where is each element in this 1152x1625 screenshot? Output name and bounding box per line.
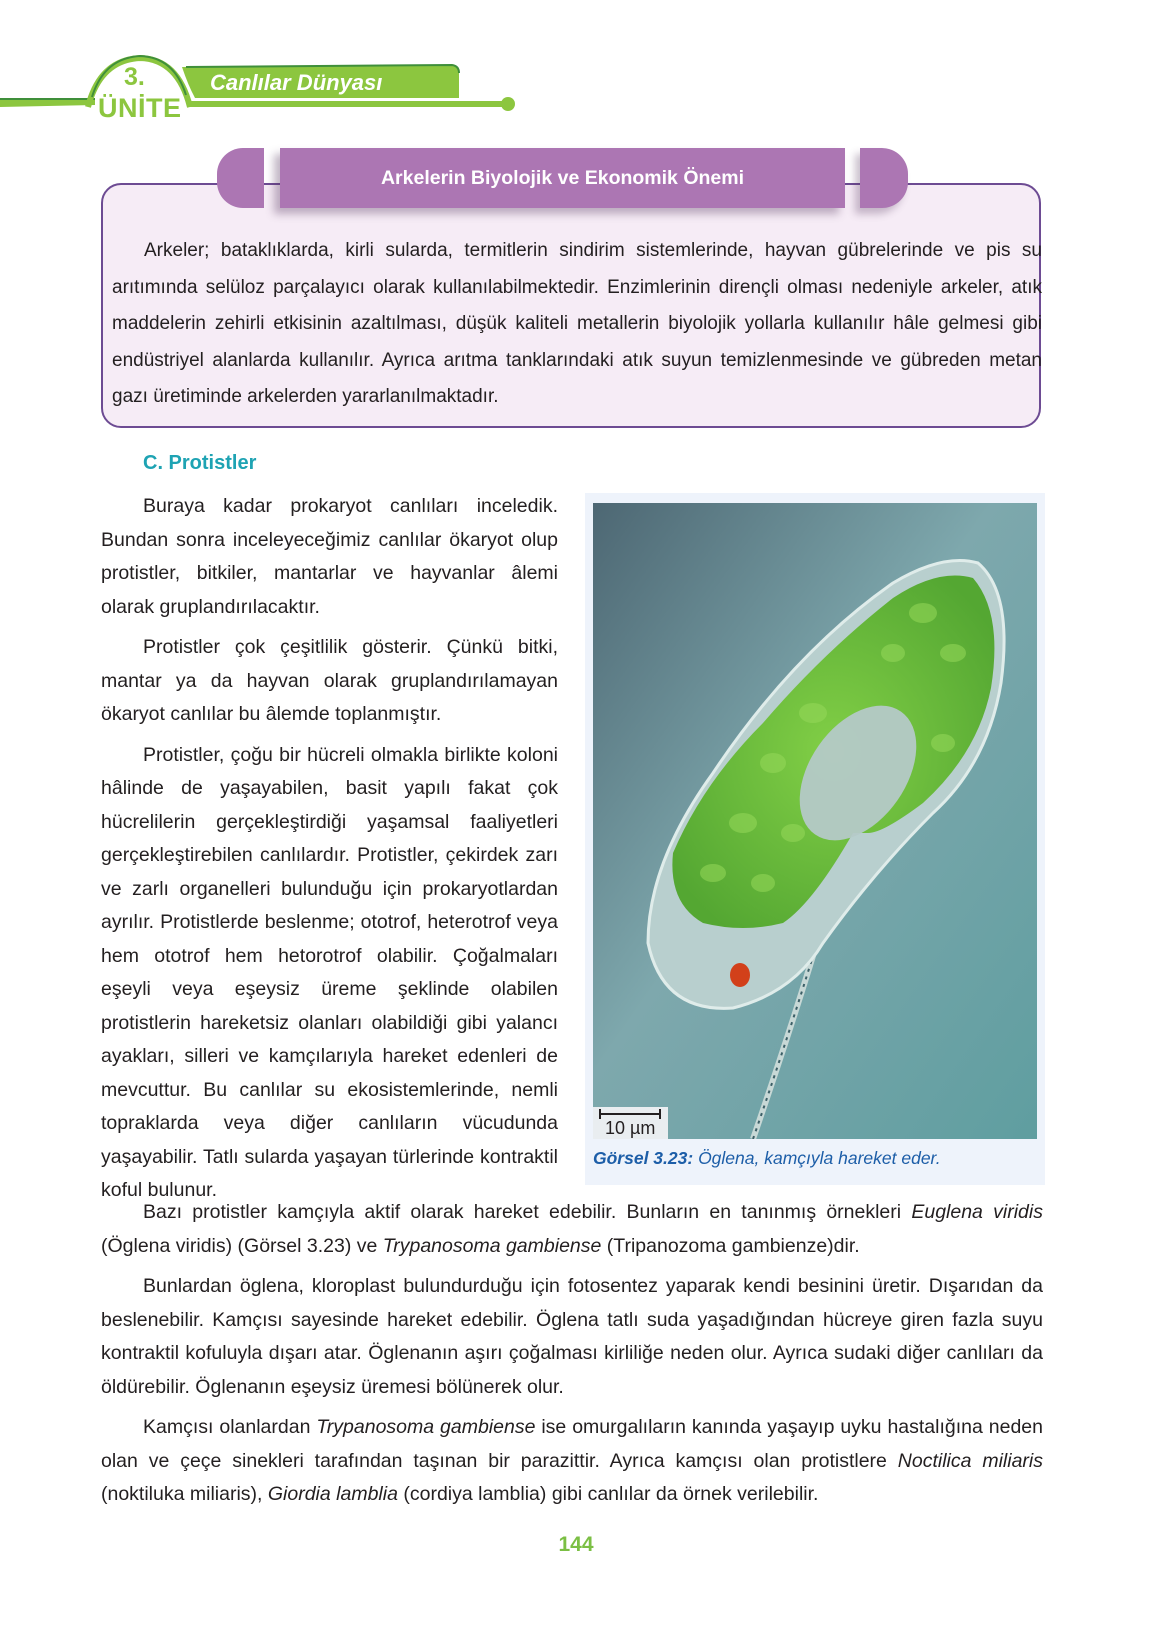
callout-title: Arkelerin Biyolojik ve Ekonomik Önemi	[380, 166, 745, 189]
unit-title: Canlılar Dünyası	[210, 70, 383, 95]
body-text	[101, 1196, 1043, 1519]
text-run: (Tripanozoma gambienze)dir.	[601, 1234, 860, 1257]
unit-number: 3.	[124, 63, 145, 91]
text-run: (Öglena viridis) (Görsel 3.23) ve	[101, 1234, 383, 1257]
unit-banner-graphic	[0, 55, 520, 135]
column-text	[101, 490, 558, 1208]
text-run: Kamçısı olanlardan	[143, 1416, 317, 1438]
scale-bar-line	[599, 1113, 661, 1115]
callout-tab	[280, 148, 845, 208]
text-run: Bazı protistler kamçıyla aktif olarak hareket edebilir. Bunların en tanınmış örnekleri	[143, 1201, 912, 1223]
page-number: 144	[558, 1533, 594, 1556]
callout-tab-left-cap	[217, 148, 264, 208]
text-run: ise omurgalıların kanında yaşayıp uyku hastalığına neden olan ve çeçe sinekleri tarafından taşınan bir parazittir. Ayrıca kamçısı olan protistlere	[101, 1416, 1043, 1472]
section-heading: C. Protistler	[143, 452, 257, 474]
unit-label: ÜNİTE	[98, 93, 182, 123]
callout-paragraph: Arkeler; bataklıklarda, kirli sularda, termitlerin sindirim sistemlerinde, hayvan gübrelerinde ve pis su arıtımında selüloz parçalayıcı olarak kullanılabilmektedir. Enzimlerinin dirençli olması nedeniyle arkeler, atık maddelerin zehirli etkisinin azaltılması, düşük kaliteli metallerin biyolojik yollarla kullanılır hâle gelmesi gibi endüstriyel alanlarda kullanılır. Ayrıca arıtma tanklarındaki atık suyun temizlenmesinde ve gübreden metan gazı üretiminde arkelerden yararlanılmaktadır.	[112, 240, 1042, 407]
euglena-micrograph	[593, 503, 1037, 1139]
species-name: Giordia lamblia	[267, 1483, 398, 1505]
callout-tab-right-cap	[860, 148, 908, 208]
paragraph: Protistler çok çeşitlilik gösterir. Çünkü bitki, mantar ya da hayvan olarak gruplandırılamayan ökaryot canlılar bu âlemde toplanmıştır.	[101, 636, 558, 725]
scale-bar	[593, 1107, 668, 1139]
scale-bar-label: 10 µm	[605, 1118, 656, 1138]
species-name: Euglena viridis	[911, 1201, 1043, 1223]
species-name: Trypanosoma gambiense	[382, 1234, 602, 1257]
figure-caption-text: Öglena, kamçıyla hareket eder.	[693, 1148, 941, 1168]
figure-caption	[593, 1148, 941, 1169]
paragraph: Buraya kadar prokaryot canlıları inceledik. Bundan sonra inceleyeceğimiz canlılar ökaryot olup protistler, bitkiler, mantarlar ve hayvanlar âlemi olarak gruplandırılacaktır.	[101, 495, 558, 618]
paragraph: Protistler, çoğu bir hücreli olmakla birlikte koloni hâlinde de yaşayabilen, basit yapılı fakat çok hücrelilerin gerçekleştirdiği yaşamsal faaliyetleri gerçekleştirebilen canlılardır. Protistler, çekirdek zarı ve zarlı organelleri bulunduğu için prokaryotlardan ayrılır. Protistlerde beslenme; ototrof, heterotrof veya hem ototrof hem hetorotrof olabilir. Çoğalmaları eşeyli veya eşeysiz üreme şeklinde olabilen protistlerin hareketsiz olanları olabildiği gibi yalancı ayakları, silleri ve kamçılarıyla hareket edenleri de mevcuttur. Bu canlılar su ekosistemlerinde, nemli topraklarda veya diğer canlıların vücudunda yaşayabilir. Tatlı sularda yaşayan türlerinde kontraktil koful bulunur.	[101, 743, 558, 1201]
text-run: (cordiya lamblia) gibi canlılar da örnek verilebilir.	[397, 1483, 819, 1505]
paragraph	[101, 1196, 1043, 1263]
euglena-illustration	[593, 503, 1037, 1139]
paragraph	[101, 1411, 1043, 1512]
text-run: (noktiluka miliaris),	[101, 1483, 268, 1505]
callout-body	[112, 233, 1042, 416]
unit-header	[0, 55, 520, 135]
figure	[585, 493, 1045, 1185]
species-name: Trypanosoma gambiense	[316, 1416, 536, 1438]
figure-caption-label: Görsel 3.23:	[593, 1148, 694, 1168]
species-name: Noctilica miliaris	[897, 1449, 1043, 1472]
paragraph: Bunlardan öglena, kloroplast bulundurduğu için fotosentez yaparak kendi besinini üretir. Dışarıdan da beslenebilir. Kamçısı sayesinde hareket edebilir. Öglena tatlı suda yaşadığından hücreye giren fazla suyu kontraktil kofuluyla dışarı atar. Öglenanın aşırı çoğalması kirliliğe neden olur. Ayrıca sudaki diğer canlıları da öldürebilir. Öglenanın eşeysiz üremesi bölünerek olur.	[101, 1275, 1043, 1398]
